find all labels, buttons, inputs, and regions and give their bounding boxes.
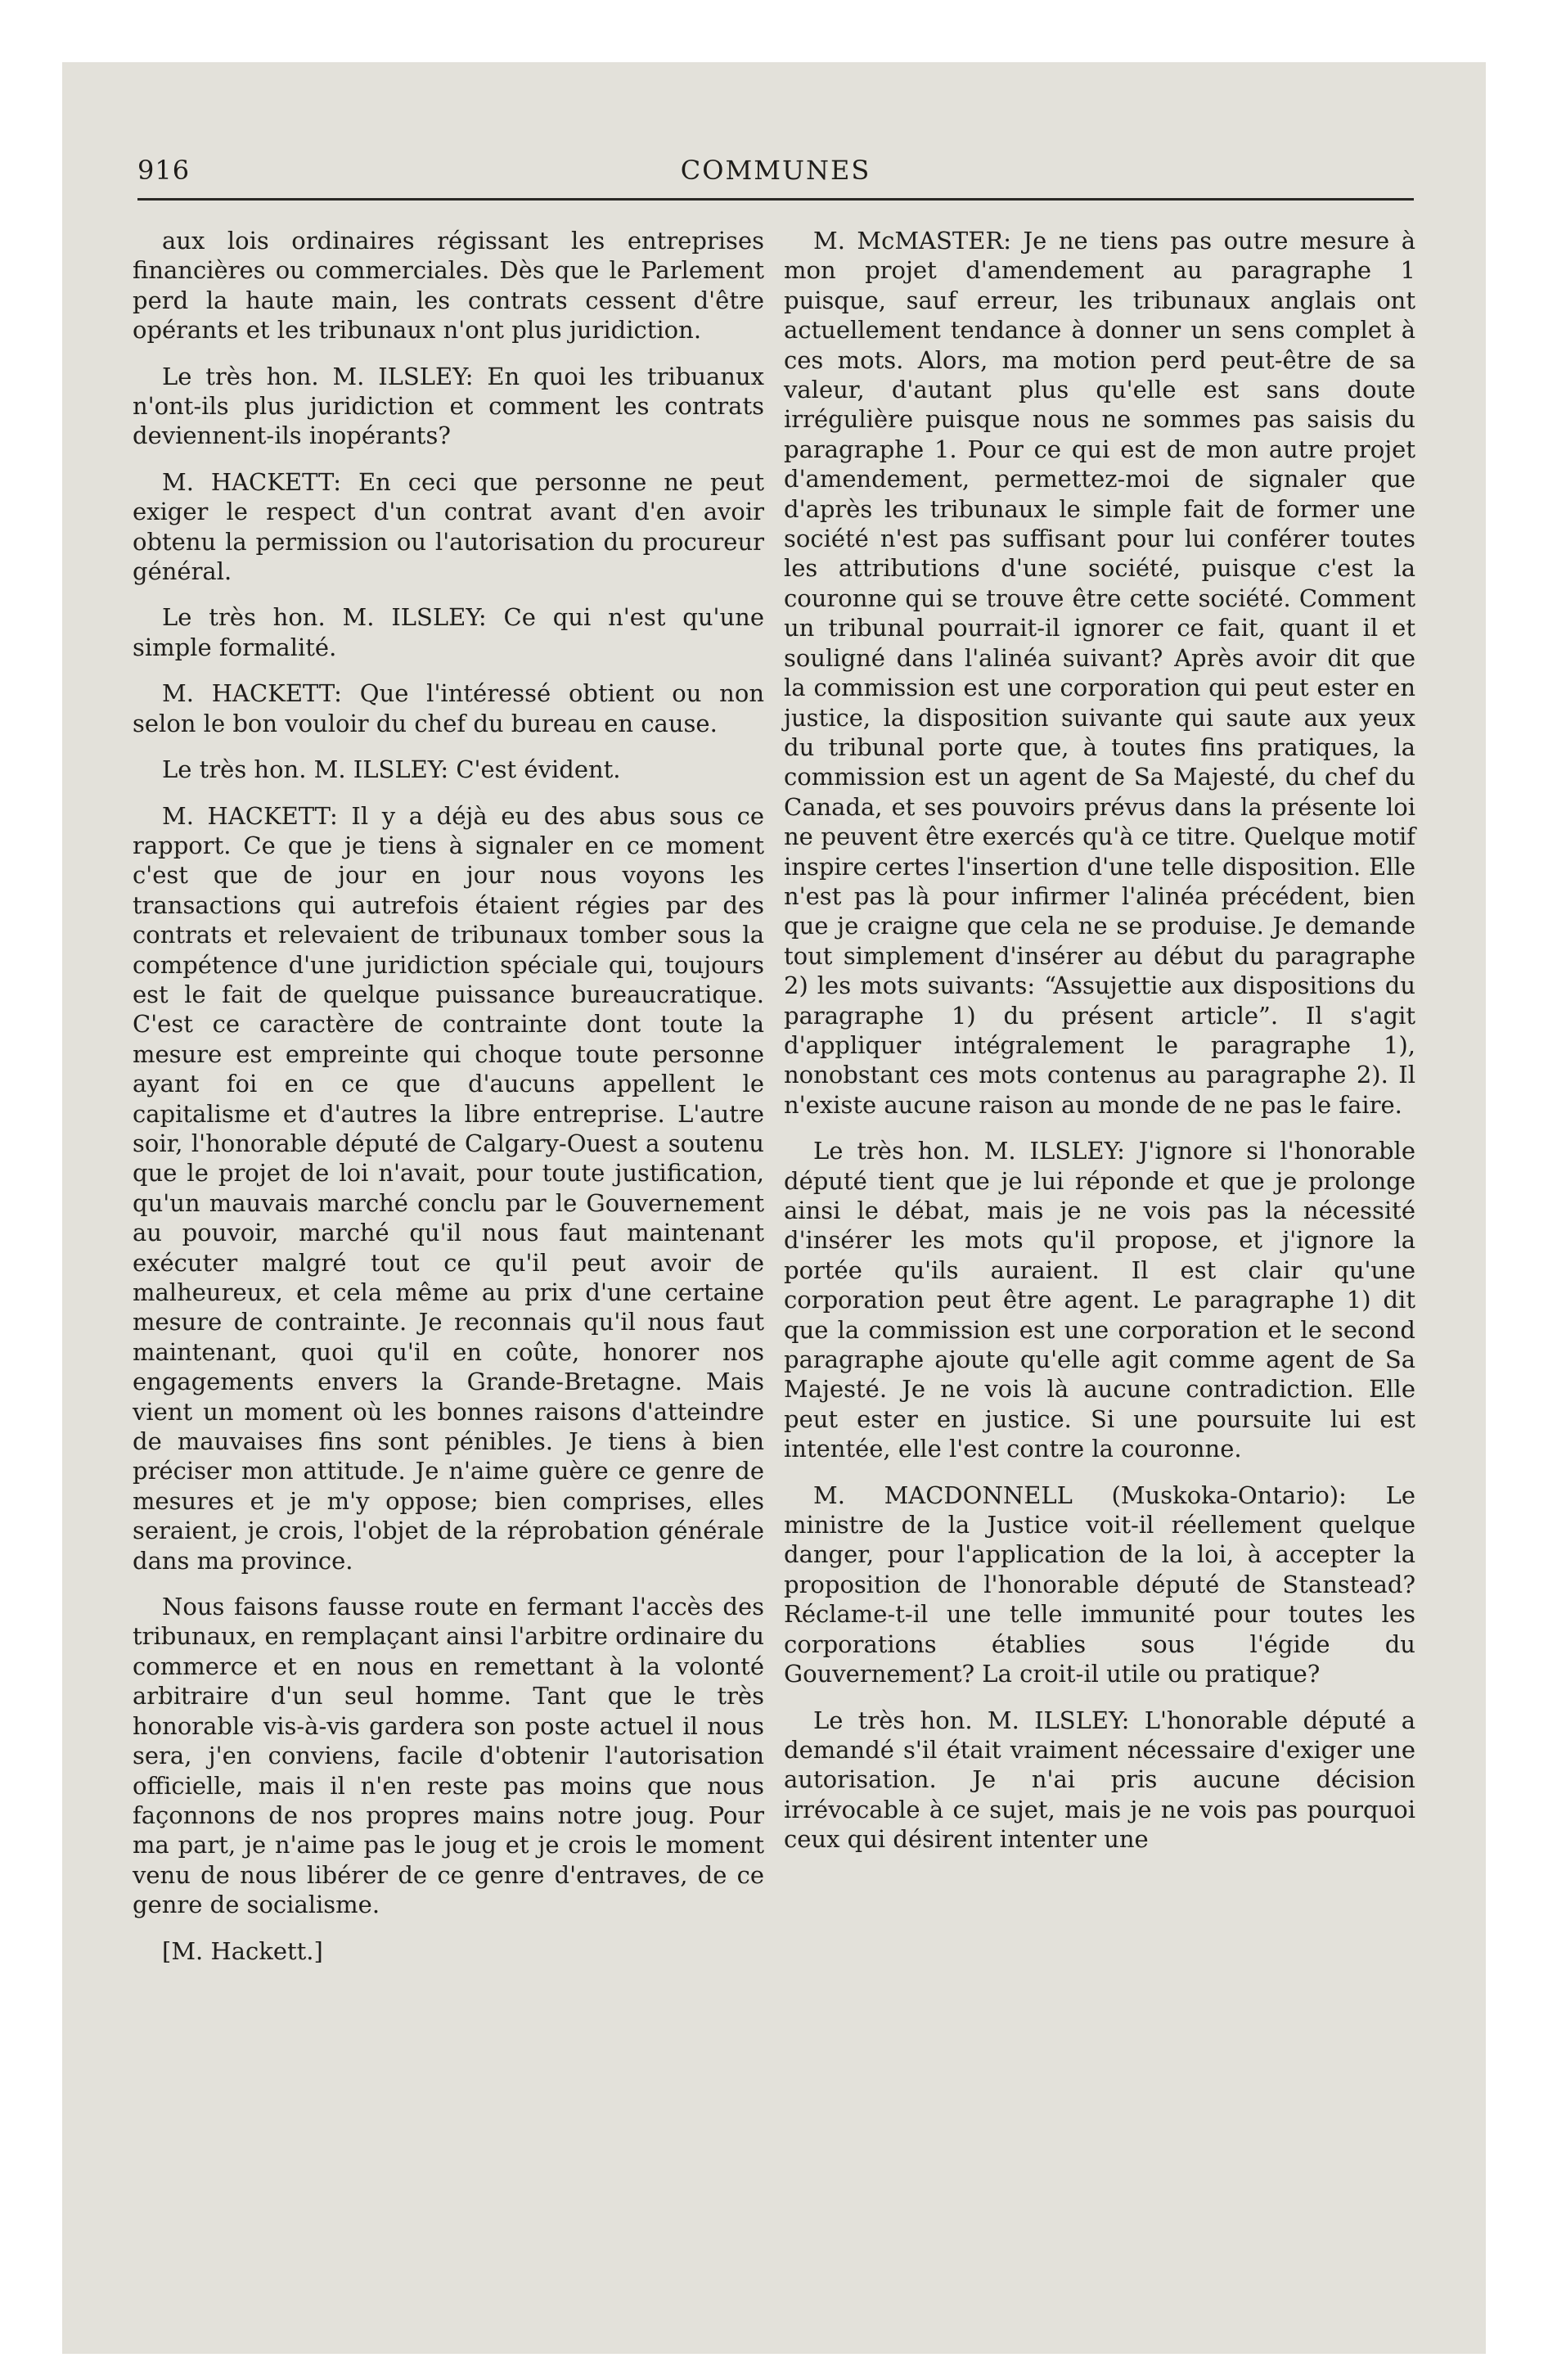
paragraph: M. McMASTER: Je ne tiens pas outre mesure à mon projet d'amendement au paragraphe 1 puisque, sauf erreur, les tribunaux anglais ont actuellement tendance à donner un sens complet à ces mots. Alors, ma motion perd peut-être de sa valeur, d'autant plus qu'elle est sans doute irrégulière puisque nous ne sommes pas saisis du paragraphe 1. Pour ce qui est de mon autre projet d'amendement, permettez-moi de signaler que d'après les tribunaux le simple fait de former une société n'est pas suffisant pour lui conférer toutes les attributions d'une société, puisque c'est la couronne qui se trouve être cette société. Comment un tribunal pourrait-il ignorer ce fait, quant il et souligné dans l'alinéa suivant? Après avoir dit que la commission est une corporation qui peut ester en justice, la disposition suivante qui saute aux yeux du tribunal porte que, à toutes fins pratiques, la commission est un agent de Sa Majesté, du chef du Canada, et ses pouvoirs prévus dans la présente loi ne peuvent être exercés qu'à ce titre. Quelque motif inspire certes l'insertion d'une telle disposition. Elle n'est pas là pour infirmer l'alinéa précédent, bien que je craigne que cela ne se produise. Je demande tout simplement d'insérer au début du paragraphe 2) les mots suivants: “Assujettie aux dispositions du paragraphe 1) du présent article”. Il s'agit d'appliquer intégralement le paragraphe 1), nonobstant ces mots contenus au paragraphe 2). Il n'existe aucune raison au monde de ne pas le faire. <box>784 227 1415 1119</box>
paragraph: Le très hon. M. ILSLEY: C'est évident. <box>162 755 621 784</box>
speaker-attribution: [M. Hackett.] <box>162 1936 323 1965</box>
paragraph: Le très hon. M. ILSLEY: L'honorable député a demandé s'il était vraiment nécessaire d'exiger une autorisation. Je n'ai pris aucune décision irrévocable à ce sujet, mais je ne vois pas pourquoi ceux qui désirent intenter une <box>784 1706 1415 1854</box>
page-number: 916 <box>137 155 191 186</box>
paragraph: Nous faisons fausse route en fermant l'accès des tribunaux, en remplaçant ainsi l'arbitre ordinaire du commerce et en nous en remettant à la volonté arbitraire d'un seul homme. Tant que le très honorable vis-à-vis gardera son poste actuel il nous sera, j'en conviens, facile d'obtenir l'autorisation officielle, mais il n'en reste pas moins que nous façonnons de nos propres mains notre joug. Pour ma part, je n'aime pas le joug et je crois le moment venu de nous libérer de ce genre d'entraves, de ce genre de socialisme. <box>133 1593 764 1919</box>
page-header <box>137 152 1414 201</box>
paragraph: aux lois ordinaires régissant les entreprises financières ou commerciales. Dès que le Parlement perd la haute main, les contrats cessent d'être opérants et les tribunaux n'ont plus juridiction. <box>133 227 764 345</box>
paragraph: M. HACKETT: En ceci que personne ne peut exiger le respect d'un contrat avant d'en avoir obtenu la permission ou l'autorisation du procureur général. <box>133 467 764 586</box>
running-head: COMMUNES <box>680 155 871 186</box>
left-column <box>133 226 764 1982</box>
paragraph: M. HACKETT: Il y a déjà eu des abus sous ce rapport. Ce que je tiens à signaler en ce moment c'est que de jour en jour nous voyons les transactions qui autrefois étaient régies par des contrats et relevaient de tribunaux tomber sous la compétence d'une juridiction spéciale qui, toujours est le fait de quelque puissance bureaucratique. C'est ce caractère de contrainte dont toute la mesure est empreinte qui choque toute personne ayant foi en ce que d'aucuns appellent le capitalisme et d'autres la libre entreprise. L'autre soir, l'honorable député de Calgary-Ouest a soutenu que le projet de loi n'avait, pour toute justification, qu'un mauvais marché conclu par le Gouvernement au pouvoir, marché qu'il nous faut maintenant exécuter malgré tout ce qu'il peut avoir de malheureux, et cela même au prix d'une certaine mesure de contrainte. Je reconnais qu'il nous faut maintenant, quoi qu'il en coûte, honorer nos engagements envers la Grande-Bretagne. Mais vient un moment où les bonnes raisons d'atteindre de mauvaises fins sont pénibles. Je tiens à bien préciser mon attitude. Je n'aime guère ce genre de mesures et je m'y oppose; bien comprises, elles seraient, je crois, l'objet de la réprobation générale dans ma province. <box>133 801 764 1575</box>
paragraph: Le très hon. M. ILSLEY: En quoi les tribuanux n'ont-ils plus juridiction et comment les contrats deviennent-ils inopérants? <box>133 362 764 450</box>
paragraph: M. HACKETT: Que l'intéressé obtient ou non selon le bon vouloir du chef du bureau en cause. <box>133 679 764 737</box>
paragraph: Le très hon. M. ILSLEY: Ce qui n'est qu'une simple formalité. <box>133 603 764 661</box>
right-column <box>784 226 1415 1871</box>
paragraph: Le très hon. M. ILSLEY: J'ignore si l'honorable député tient que je lui réponde et que je prolonge ainsi le débat, mais je ne vois pas la nécessité d'insérer les mots qu'il propose, et j'ignore la portée qu'ils auraient. Il est clair qu'une corporation peut être agent. Le paragraphe 1) dit que la commission est une corporation et le second paragraphe ajoute qu'elle agit comme agent de Sa Majesté. Je ne vois là aucune contradiction. Elle peut ester en justice. Si une poursuite lui est intentée, elle l'est contre la couronne. <box>784 1137 1415 1463</box>
paragraph: M. MACDONNELL (Muskoka-Ontario): Le ministre de la Justice voit-il réellement quelque danger, pour l'application de la loi, à accepter la proposition de l'honorable député de Stanstead? Réclame-t-il une telle immunité pour toutes les corporations établies sous l'égide du Gouvernement? La croit-il utile ou pratique? <box>784 1481 1415 1688</box>
